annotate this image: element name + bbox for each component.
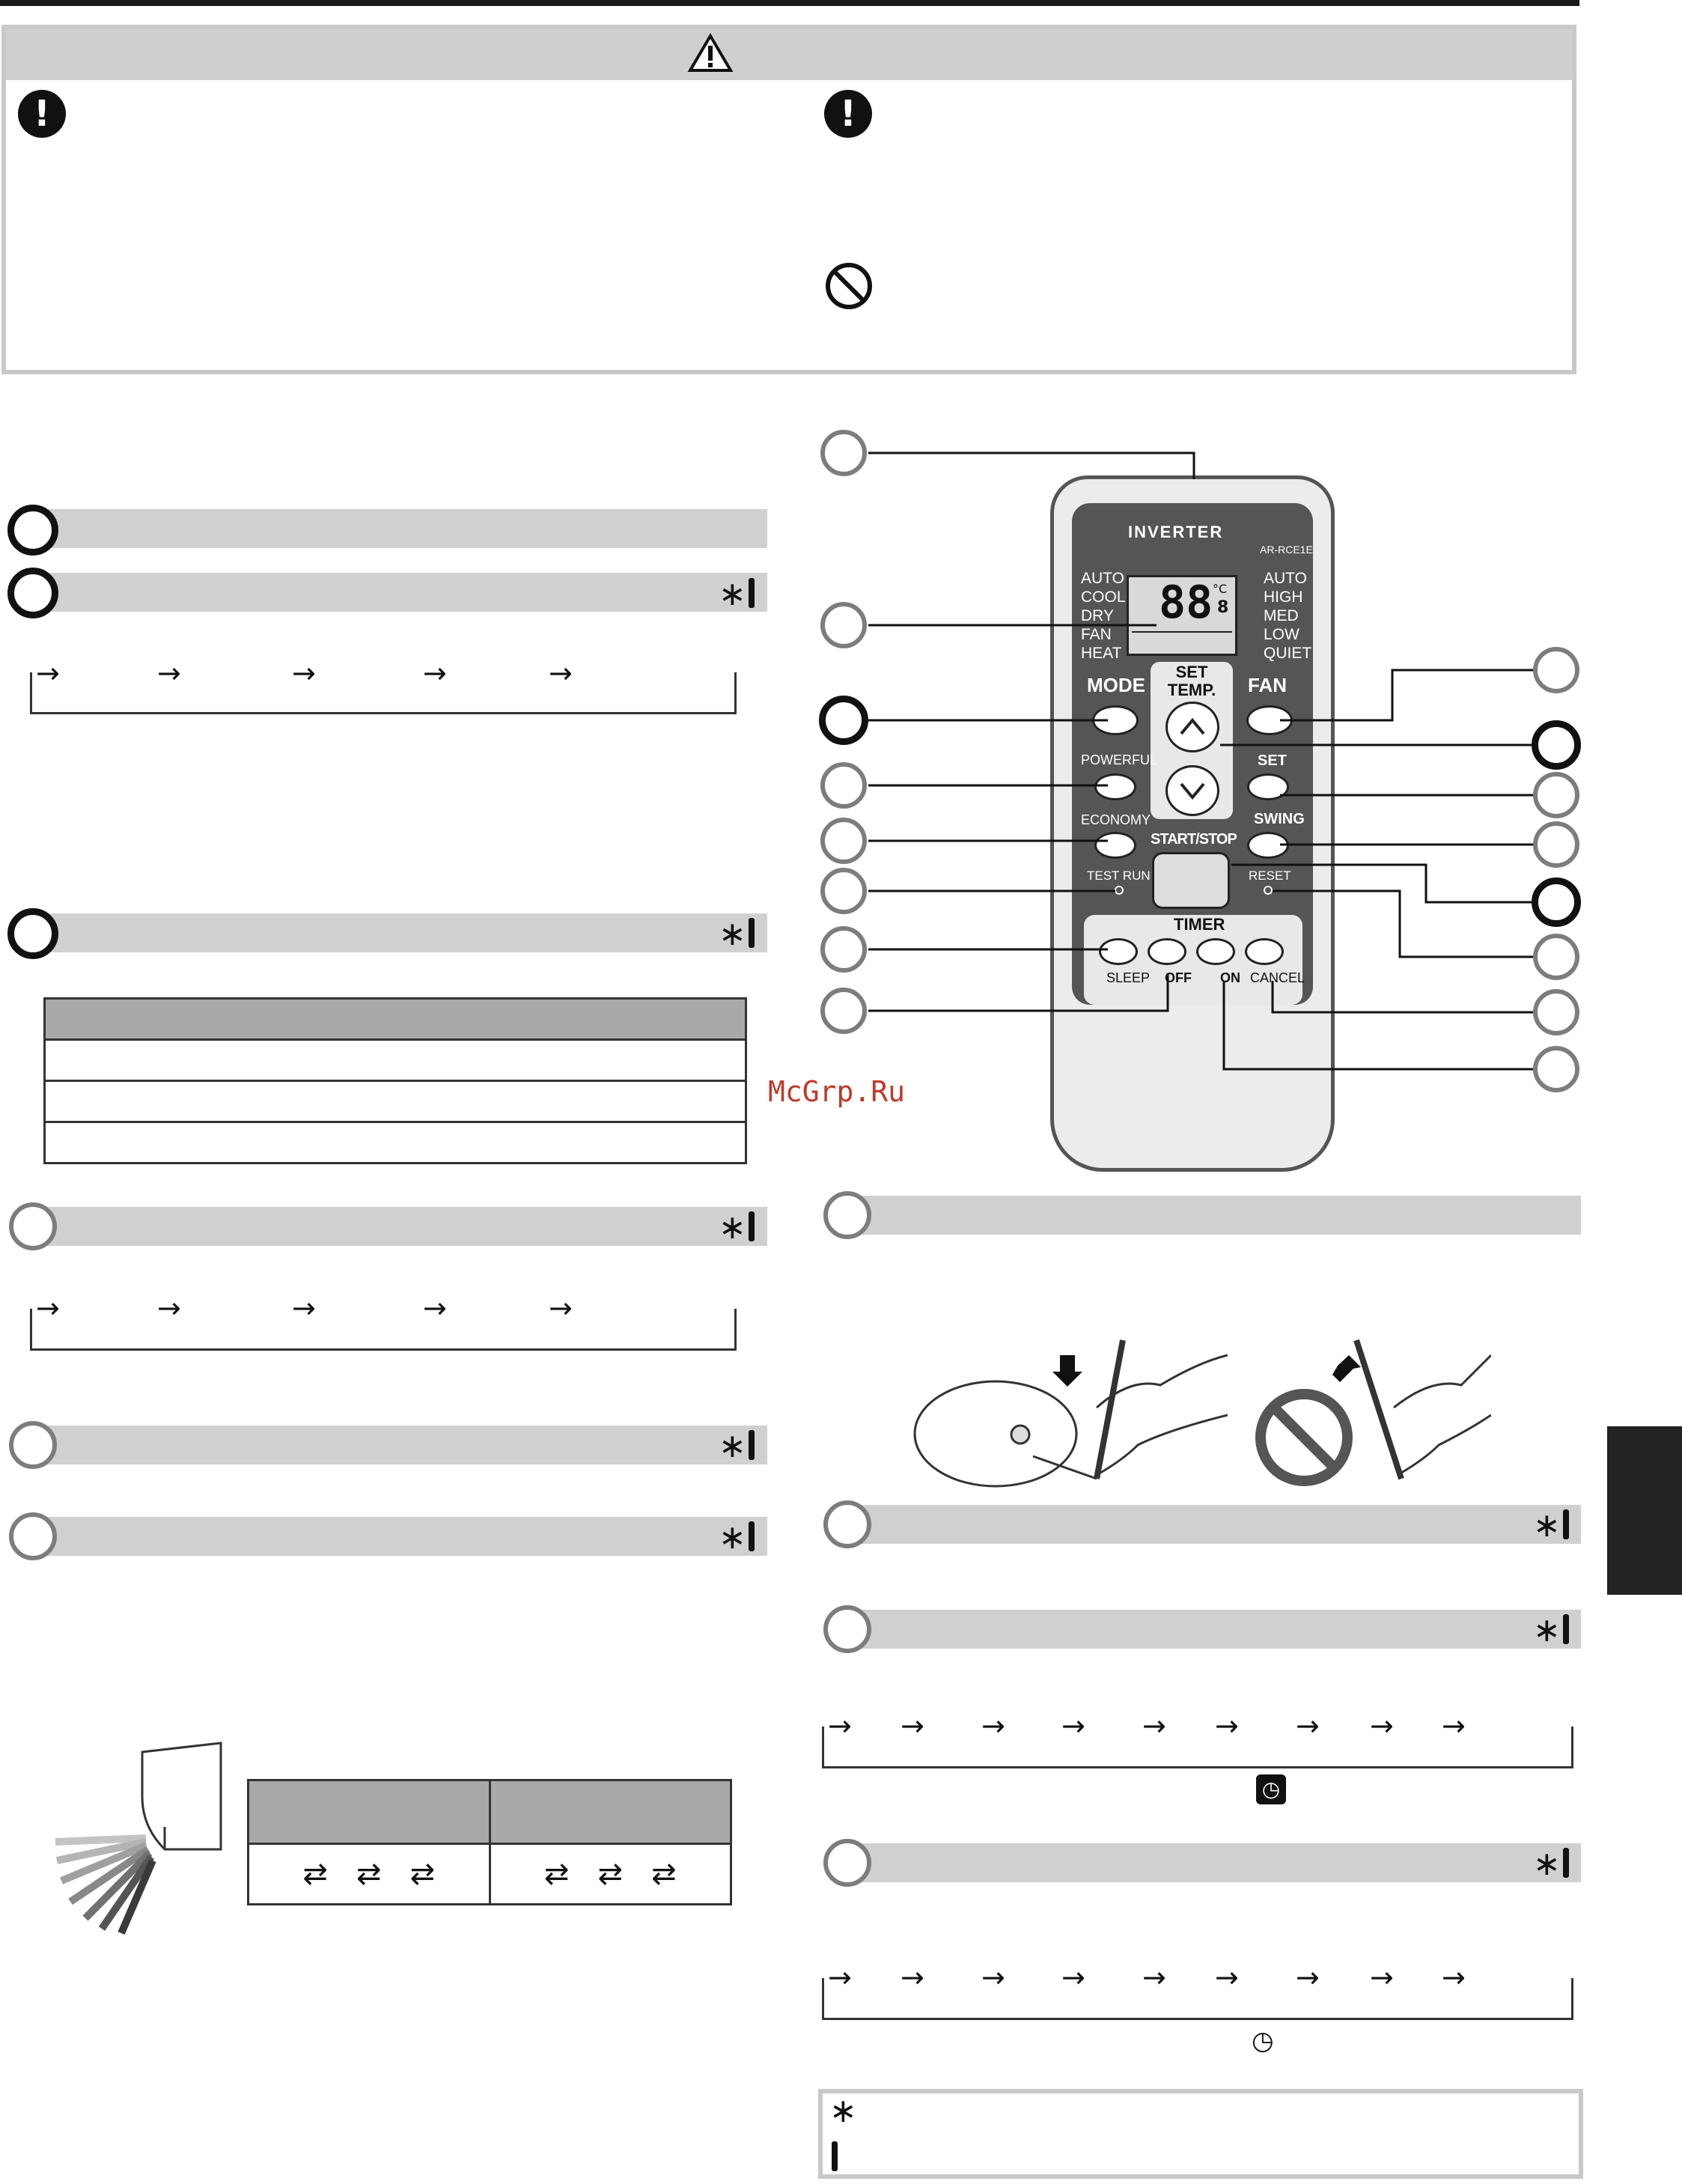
economy-label: ECONOMY [1081,812,1151,827]
callout-5 [820,818,867,864]
fan-med: MED [1264,607,1299,624]
note-mark: ∗ [1533,1845,1561,1883]
mandatory-icon-right: ! [824,90,872,138]
section-marker-r1 [823,1191,871,1239]
off-timer-button[interactable] [1148,938,1186,965]
set-temp-label-line1: SET [1175,663,1208,681]
lcd-display [1127,575,1237,656]
set-louver-label: SET [1258,752,1287,769]
table-cell: ⇄ ⇄ ⇄ [490,1844,731,1905]
note-mark: ∗ [719,915,746,953]
table-cell: ⇄ ⇄ ⇄ [249,1844,490,1905]
swing-table [247,1779,732,1905]
brand-label: INVERTER [1128,523,1224,541]
note-bar [1563,1614,1569,1644]
cancel-label: CANCEL [1250,970,1305,985]
start-stop-label: START/STOP [1151,831,1237,848]
watermark: McGrp.Ru [768,1075,906,1108]
section-marker-r3 [823,1605,871,1653]
table-row [45,1122,746,1164]
on-timer-icon: ◷ [1256,1774,1286,1804]
warning-box [1,25,1576,374]
chevron-down-icon [1168,767,1217,814]
note-mark: ∗ [719,1427,746,1465]
callout-8 [820,988,867,1034]
reset-label: RESET [1249,869,1291,883]
louver-airflow-illustration [52,1737,232,1939]
sleep-button[interactable] [1099,938,1138,965]
lcd-sub-digit: 8 [1217,598,1229,617]
note-mark: ∗ [719,1208,746,1247]
test-run-label: TEST RUN [1087,869,1151,883]
warning-triangle-icon [687,33,734,73]
callout-16 [1533,1046,1579,1092]
fan-label: FAN [1248,674,1287,696]
info-table [43,997,747,1164]
note-mark: ∗ [719,575,746,613]
section-marker-2 [7,568,58,618]
mode-fan: FAN [1081,626,1112,643]
note-bar [749,1211,755,1241]
callout-11 [1533,772,1579,818]
note-bar [1563,1848,1569,1878]
powerful-button[interactable] [1094,773,1136,800]
section-marker-3 [7,908,58,959]
fan-quiet: QUIET [1264,645,1312,662]
mode-button[interactable] [1092,705,1139,735]
sleep-label: SLEEP [1106,970,1151,985]
section-marker-4 [9,1202,57,1250]
powerful-label: POWERFUL [1081,752,1158,767]
note-bar [749,578,755,608]
economy-button[interactable] [1094,832,1136,859]
footnote-mark: ∗ [829,2092,857,2130]
model-label: AR-RCE1E [1260,544,1313,556]
lcd-unit: °C [1213,582,1228,596]
section-marker-1 [7,505,58,556]
section-bar-r3 [846,1610,1581,1649]
mode-heat: HEAT [1081,645,1122,662]
note-bar [1563,1509,1569,1539]
callout-10 [1532,720,1581,770]
table-header [249,1780,490,1844]
mandatory-icon: ! [18,90,66,138]
section-bar-r2 [846,1505,1581,1544]
test-run-button[interactable] [1115,886,1124,895]
no-pencil-illustration [1252,1333,1491,1497]
fan-auto: AUTO [1264,570,1307,587]
footnote-box [818,2089,1583,2179]
set-temp-label-line2: TEMP. [1167,681,1216,699]
swing-label: SWING [1254,811,1305,827]
fan-speed-list [1264,569,1311,663]
mode-label: MODE [1087,674,1145,696]
timer-label: TIMER [1174,915,1225,934]
note-bar [749,918,755,948]
cancel-timer-button[interactable] [1245,938,1284,965]
temp-down-button[interactable] [1165,765,1219,816]
note-mark: ∗ [719,1518,746,1557]
on-timer-button[interactable] [1196,938,1235,965]
section-bar-3 [31,913,767,952]
section-bar-5 [31,1426,767,1464]
callout-14 [1533,934,1579,980]
chevron-up-icon [1168,704,1217,750]
callout-15 [1533,989,1579,1035]
mode-dry: DRY [1081,607,1114,624]
callout-3 [819,696,868,745]
lcd-digits: 88 [1159,577,1213,629]
section-bar-6 [31,1517,767,1556]
fan-button[interactable] [1246,705,1293,735]
cycle-diagram-1 [30,672,737,714]
callout-2 [820,602,867,648]
callout-4 [820,762,867,809]
callout-1 [820,430,867,476]
start-stop-button[interactable] [1152,852,1230,909]
section-bar-2 [31,573,767,612]
prohibited-icon [823,261,874,311]
callout-6 [820,868,867,914]
section-marker-6 [9,1512,57,1560]
section-bar-1 [31,509,767,548]
table-header [45,999,746,1040]
table-row [45,1081,746,1122]
swing-button[interactable] [1247,832,1289,859]
section-bar-r4 [846,1843,1581,1882]
fan-high: HIGH [1264,588,1303,606]
temp-up-button[interactable] [1165,702,1219,752]
off-timer-icon: ◷ [1252,2026,1274,2056]
chapter-tab [1607,1426,1682,1595]
reset-pen-illustration [913,1333,1228,1497]
section-bar-4 [31,1207,767,1246]
callout-12 [1533,821,1579,868]
set-louver-button[interactable] [1247,773,1289,800]
set-temp-label [1151,663,1233,699]
table-row [45,1040,746,1081]
note-mark: ∗ [1533,1611,1561,1649]
mode-list [1081,569,1126,663]
section-bar-r1 [846,1196,1581,1235]
note-mark: ∗ [1533,1506,1561,1545]
cycle-diagram-2 [30,1309,737,1351]
on-label: ON [1220,970,1240,985]
callout-9 [1533,647,1579,693]
callout-13 [1532,877,1581,927]
fan-low: LOW [1264,626,1299,643]
table-header [490,1780,731,1844]
off-label: OFF [1165,970,1192,985]
mode-cool: COOL [1081,588,1126,606]
lcd-icon-row [1132,631,1232,652]
top-rule [0,0,1579,6]
note-bar [749,1521,755,1551]
section-marker-r4 [823,1839,871,1887]
note-bar [749,1430,755,1460]
section-marker-r2 [823,1500,871,1548]
section-marker-5 [9,1421,57,1469]
footnote-bar [832,2141,838,2171]
reset-button[interactable] [1264,886,1273,895]
callout-7 [820,926,867,973]
mode-auto: AUTO [1081,570,1124,587]
